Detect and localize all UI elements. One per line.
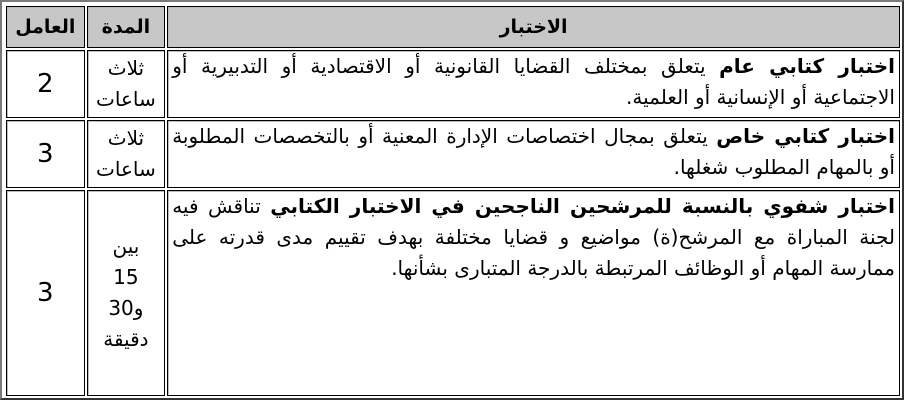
exam-table <box>4 4 902 398</box>
test-title: اختبار شفوي بالنسبة للمرشحين الناجحين في الاختبار الكتابي <box>270 194 895 218</box>
table-row <box>6 50 900 118</box>
test-duration <box>87 120 166 188</box>
table-row <box>6 120 900 188</box>
test-coefficient: 3 <box>6 120 85 188</box>
test-description <box>167 190 900 396</box>
header-duration: المدة <box>87 6 166 48</box>
test-title: اختبار كتابي خاص <box>716 124 895 148</box>
test-text: تناقش فيه لجنة المباراة مع المرشح(ة) مواضيع و قضايا مختلفة بهدف تقييم مدى قدرته على ممارسة المهام أو الوظائف المرتبطة بالدرجة المتبارى بشأنها. <box>172 194 895 280</box>
duration-line: و30 <box>108 296 144 320</box>
duration-line: بين <box>112 234 140 258</box>
duration-line: ساعات <box>96 87 156 111</box>
duration-line: ساعات <box>96 157 156 181</box>
duration-line: ثلاث <box>107 56 145 80</box>
table-header-row <box>6 6 900 48</box>
test-duration <box>87 50 166 118</box>
duration-line: دقيقة <box>103 327 149 351</box>
test-coefficient: 3 <box>6 190 85 396</box>
test-title: اختبار كتابي عام <box>719 54 895 78</box>
test-description <box>167 50 900 118</box>
test-duration <box>87 190 166 396</box>
test-description <box>167 120 900 188</box>
test-text: يتعلق بمجال اختصاصات الإدارة المعنية أو بالتخصصات المطلوبة أو بالمهام المطلوب شغلها. <box>172 124 895 179</box>
table-row <box>6 190 900 396</box>
test-text: يتعلق بمختلف القضايا القانونية أو الاقتصادية أو التدبيرية أو الاجتماعية أو الإنسانية أو العلمية. <box>172 54 895 109</box>
header-test: الاختبار <box>167 6 900 48</box>
duration-line: 15 <box>113 265 139 289</box>
header-coefficient: العامل <box>6 6 85 48</box>
duration-line: ثلاث <box>107 126 145 150</box>
test-coefficient: 2 <box>6 50 85 118</box>
